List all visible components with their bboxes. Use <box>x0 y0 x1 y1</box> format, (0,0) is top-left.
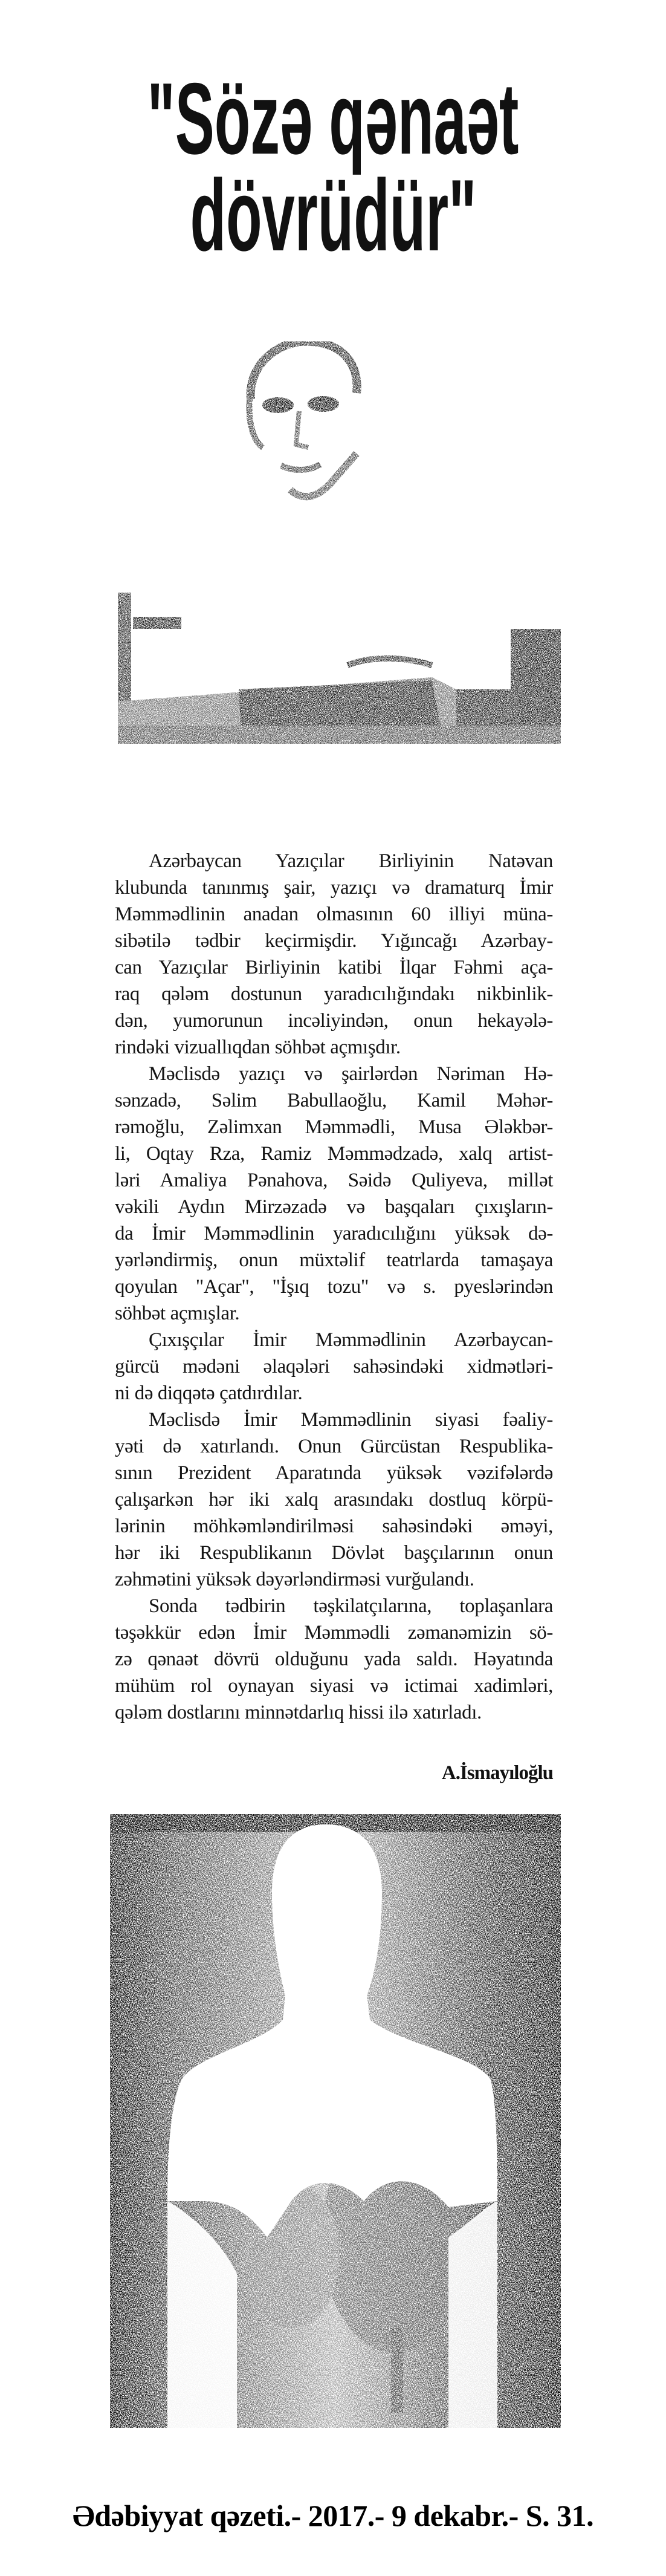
article-line: rindəki vizuallıqdan söhbət açmışdır. <box>115 1036 401 1058</box>
article-line: can Yazıçılar Birliyinin katibi İlqar Fəhmi aça- <box>115 957 553 978</box>
article-line: zəhmətini yüksək dəyərləndirməsi vurğulandı. <box>115 1569 474 1590</box>
article-line: rəmoğlu, Zəlimxan Məmmədli, Musa Ələkbər- <box>115 1116 553 1138</box>
portrait-photo-outdoors <box>110 1814 561 2428</box>
portrait-photo-at-desk <box>118 327 561 744</box>
article-line: sının Prezident Aparatında yüksək vəzifələrdə <box>115 1462 553 1484</box>
article-line: Azərbaycan Yazıçılar Birliyinin Natəvan <box>149 850 553 872</box>
article-line: hər iki Respublikanın Dövlət başçılarının onun <box>115 1542 553 1564</box>
article-line: lərinin möhkəmləndirilməsi sahəsindəki əməyi, <box>115 1515 553 1537</box>
article-line: mühüm rol oynayan siyasi və ictimai xadimləri, <box>115 1675 553 1697</box>
article-paragraph <box>115 848 553 1061</box>
article-line: qələm dostlarını minnətdarlıq hissi ilə xatırladı. <box>115 1702 482 1723</box>
article-line: təşəkkür edən İmir Məmmədli zəmanəmizin sö- <box>115 1622 553 1644</box>
article-body <box>115 848 553 1726</box>
article-line: sibətilə tədbir keçirmişdir. Yığıncağı Azərbay- <box>115 930 553 952</box>
article-line: Çıxışçılar İmir Məmmədlinin Azərbaycan- <box>149 1329 553 1351</box>
author-signature: A.İsmayıloğlu <box>441 1762 553 1784</box>
article-title-line-2 <box>0 158 666 272</box>
article-line: vəkili Aydın Mirzəzadə və başqaları çıxışların- <box>115 1196 553 1218</box>
article-paragraph <box>115 1061 553 1327</box>
article-paragraph <box>115 1407 553 1593</box>
article-line: ni də diqqətə çatdırdılar. <box>115 1382 303 1404</box>
article-line: dən, yumorunun incəliyindən, onun hekayələ- <box>115 1010 553 1032</box>
article-line: yərləndirmiş, onun müxtəlif teatrlarda tamaşaya <box>115 1249 553 1271</box>
article-line: da İmir Məmmədlinin yaradıcılığını yüksək də- <box>115 1223 553 1244</box>
article-line: zə qənaət dövrü olduğunu yada saldı. Həyatında <box>115 1648 553 1670</box>
article-line: Məmmədlinin anadan olmasının 60 illiyi müna- <box>115 903 553 925</box>
article-paragraph <box>115 1593 553 1726</box>
article-line: qoyulan "Açar", "İşıq tozu" və s. pyeslərindən <box>115 1276 553 1298</box>
article-line: Məclisdə İmir Məmmədlinin siyasi fəaliy- <box>149 1409 553 1431</box>
source-citation: Ədəbiyyat qəzeti.- 2017.- 9 dekabr.- S. 31. <box>72 2499 594 2532</box>
article-line: Məclisdə yazıçı və şairlərdən Nəriman Hə- <box>149 1063 553 1085</box>
article-line: klubunda tanınmış şair, yazıçı və dramaturq İmir <box>115 877 553 899</box>
article-paragraph <box>115 1327 553 1407</box>
article-line: söhbət açmışlar. <box>115 1303 240 1324</box>
article-line: sənzadə, Səlim Babullaoğlu, Kamil Məhər- <box>115 1090 553 1111</box>
article-line: çalışarkən hər iki xalq arasındakı dostluq körpü- <box>115 1489 553 1511</box>
article-line: gürcü mədəni əlaqələri sahəsindəki xidmətləri- <box>115 1356 553 1377</box>
article-line: yəti də xatırlandı. Onun Gürcüstan Respublika- <box>115 1436 553 1457</box>
title-text-1: "Sözə qənaət <box>147 62 519 175</box>
article-line: raq qələm dostunun yaradıcılığındakı nikbinlik- <box>115 983 553 1005</box>
article-line: ləri Amaliya Pənahova, Səidə Quliyeva, millət <box>115 1169 553 1191</box>
article-line: li, Oqtay Rza, Ramiz Məmmədzadə, xalq artist- <box>115 1143 553 1165</box>
title-text-2: dövrüdür" <box>190 158 476 272</box>
article-line: Sonda tədbirin təşkilatçılarına, toplaşanlara <box>149 1595 553 1617</box>
article-title-line-1 <box>0 62 666 175</box>
